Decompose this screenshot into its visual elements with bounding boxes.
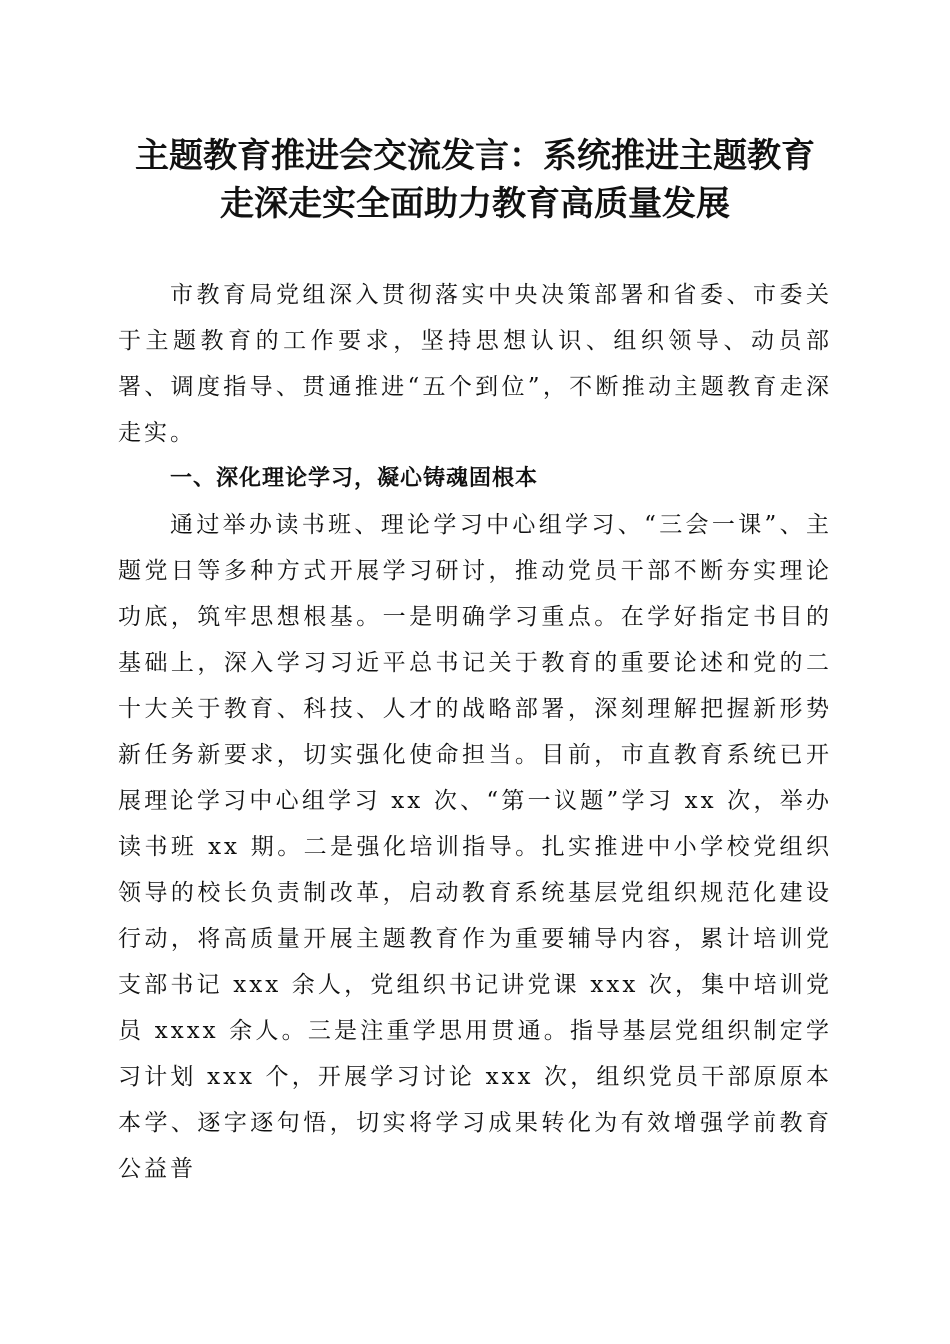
- title-line-2: 走深走实全面助力教育高质量发展: [220, 184, 730, 224]
- title-line-1: 主题教育推进会交流发言：系统推进主题教育: [135, 136, 815, 176]
- section-heading-1: 一、深化理论学习，凝心铸魂固根本: [170, 466, 539, 491]
- document-page: [118, 132, 832, 1192]
- intro-paragraph: 市教育局党组深入贯彻落实中央决策部署和省委、市委关于主题教育的工作要求，坚持思想认识、组织领导、动员部署、调度指导、贯通推进“五个到位”，不断推动主题教育走深走实。: [118, 282, 832, 446]
- document-title: [118, 132, 832, 228]
- section-1-paragraph: 通过举办读书班、理论学习中心组学习、“三会一课”、主题党日等多种方式开展学习研讨，推动党员干部不断夯实理论功底，筑牢思想根基。一是明确学习重点。在学好指定书目的基础上，深入学习习近平总书记关于教育的重要论述和党的二十大关于教育、科技、人才的战略部署，深刻理解把握新形势新任务新要求，切实强化使命担当。目前，市直教育系统已开展理论学习中心组学习 xx 次、“第一议题”学习 xx 次，举办读书班 xx 期。二是强化培训指导。扎实推进中小学校党组织领导的校长负责制改革，启动教育系统基层党组织规范化建设行动，将高质量开展主题教育作为重要辅导内容，累计培训党支部书记 xxx 余人，党组织书记讲党课 xxx 次，集中培训党员 xxxx 余人。三是注重学思用贯通。指导基层党组织制定学习计划 xxx 个，开展学习讨论 xxx 次，组织党员干部原原本本学、逐字逐句悟，切实将学习成果转化为有效增强学前教育公益普: [118, 512, 832, 1182]
